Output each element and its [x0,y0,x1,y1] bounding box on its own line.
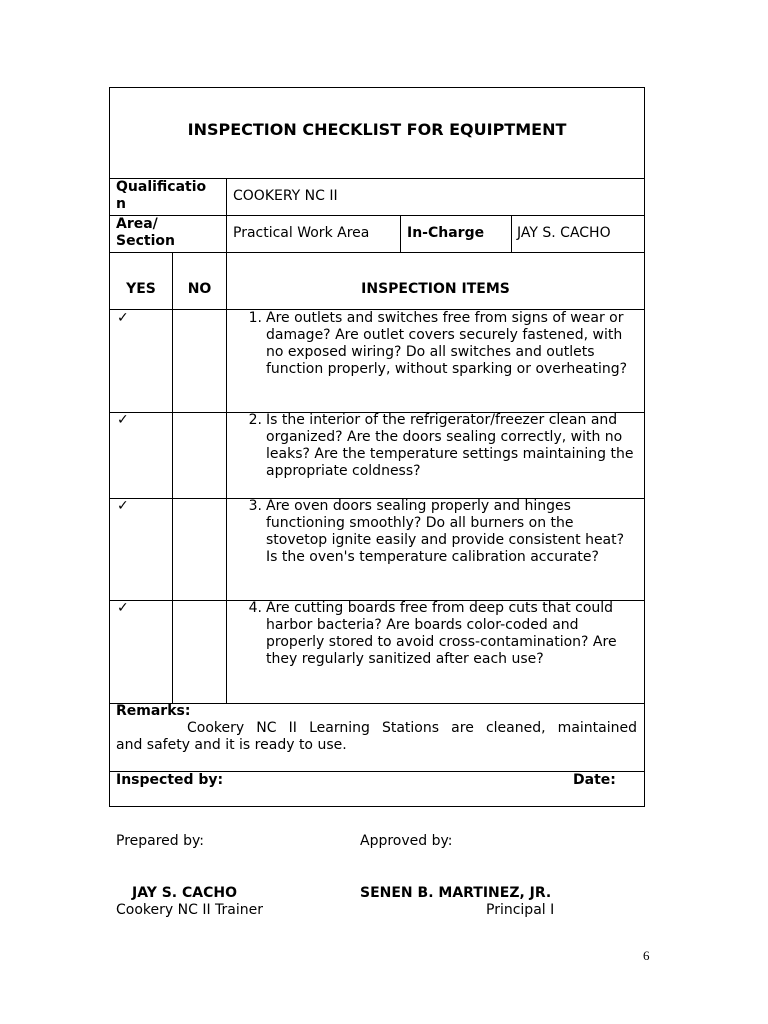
check-mark-icon: ✓ [117,600,129,616]
check-mark-icon: ✓ [117,412,129,428]
qualification-value: COOKERY NC II [233,188,338,204]
item-number: 4. [248,600,262,616]
area-label: Area/ Section [116,216,175,249]
date-label: Date: [573,772,616,788]
inspected-by-label: Inspected by: [116,772,224,788]
column-yes-header: YES [126,281,156,297]
check-mark-icon: ✓ [117,310,129,326]
area-value: Practical Work Area [233,225,370,241]
item-text: Are outlets and switches free from signs of wear or damage? Are outlet covers securely fastened, with no exposed wiring? Do all switches and outlets function properly, without sparking or overheating? [266,310,628,377]
item-text: Are cutting boards free from deep cuts that could harbor bacteria? Are boards color-coded and properly stored to avoid cross-contamination? Are they regularly sanitized after each use? [266,600,617,667]
remarks-label: Remarks: [116,703,191,719]
in-charge-value: JAY S. CACHO [517,225,611,241]
preparer-name: JAY S. CACHO [132,885,237,901]
page-number: 6 [643,948,650,963]
approver-name: SENEN B. MARTINEZ, JR. [360,885,552,901]
item-number: 2. [248,412,262,428]
qualification-label: Qualificatio n [116,179,207,212]
column-items-header: INSPECTION ITEMS [361,281,510,297]
remarks-text-line1: Cookery NC II Learning Stations are cleaned, maintained [187,720,637,736]
remarks-text-line2: and safety and it is ready to use. [116,737,347,753]
item-text: Are oven doors sealing properly and hinges functioning smoothly? Do all burners on the stovetop ignite easily and provide consistent heat? Is the oven's temperature calibration accurate? [266,498,625,565]
page-title: INSPECTION CHECKLIST FOR EQUIPTMENT [187,120,567,139]
approved-by-label: Approved by: [360,833,453,849]
check-mark-icon: ✓ [117,498,129,514]
prepared-by-label: Prepared by: [116,833,204,849]
column-no-header: NO [187,281,212,297]
preparer-title: Cookery NC II Trainer [116,902,263,918]
in-charge-label: In-Charge [407,225,485,241]
item-text: Is the interior of the refrigerator/freezer clean and organized? Are the doors sealing correctly, with no leaks? Are the temperature settings maintaining the appropriate coldness? [266,412,634,479]
item-number: 1. [248,310,262,326]
approver-title: Principal I [486,902,555,918]
item-number: 3. [248,498,262,514]
